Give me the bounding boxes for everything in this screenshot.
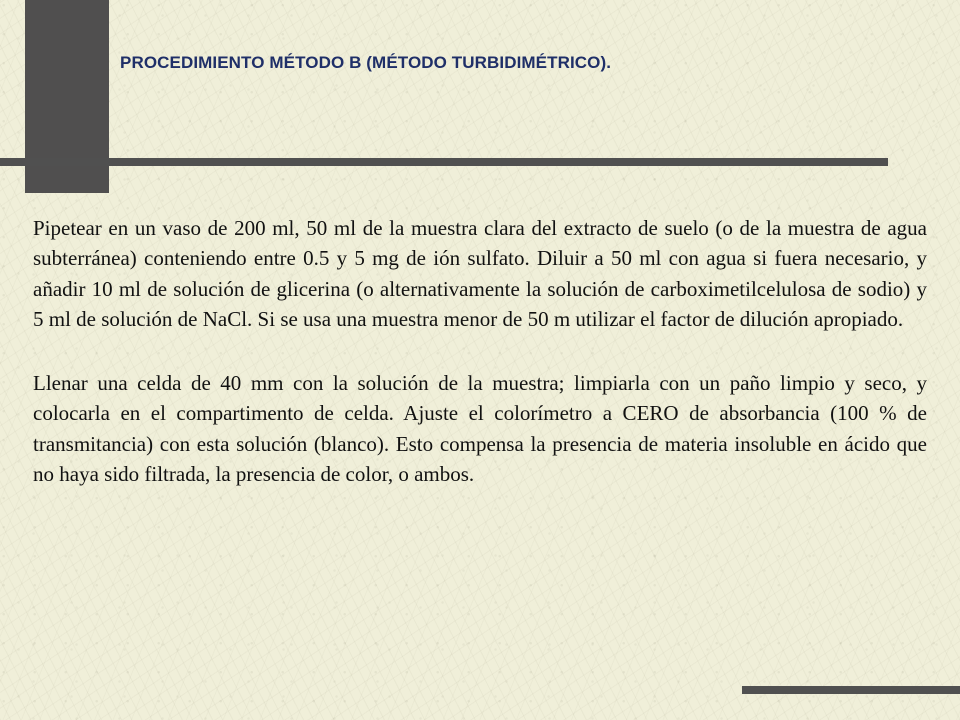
slide-title: PROCEDIMIENTO MÉTODO B (MÉTODO TURBIDIMÉTRICO).: [120, 53, 612, 72]
bottom-horizontal-rule: [742, 686, 960, 694]
procedure-paragraph-2: Llenar una celda de 40 mm con la solución de la muestra; limpiarla con un paño limpio y seco, y colocarla en el compartimento de celda. Ajuste el colorímetro a CERO de absorbancia (100 % de transmitancia) con esta solución (blanco). Esto compensa la presencia de materia insoluble en ácido que no haya sido filtrada, la presencia de color, o ambos.: [33, 371, 927, 487]
slide-content: [33, 213, 927, 489]
procedure-paragraph-1: Pipetear en un vaso de 200 ml, 50 ml de la muestra clara del extracto de suelo (o de la muestra de agua subterránea) conteniendo entre 0.5 y 5 mg de ión sulfato. Diluir a 50 ml con agua si fuera necesario, y añadir 10 ml de solución de glicerina (o alternativamente la solución de carboximetilcelulosa de sodio) y 5 ml de solución de NaCl. Si se usa una muestra menor de 50 m utilizar el factor de dilución apropiado.: [33, 216, 927, 331]
top-horizontal-rule: [0, 158, 888, 166]
